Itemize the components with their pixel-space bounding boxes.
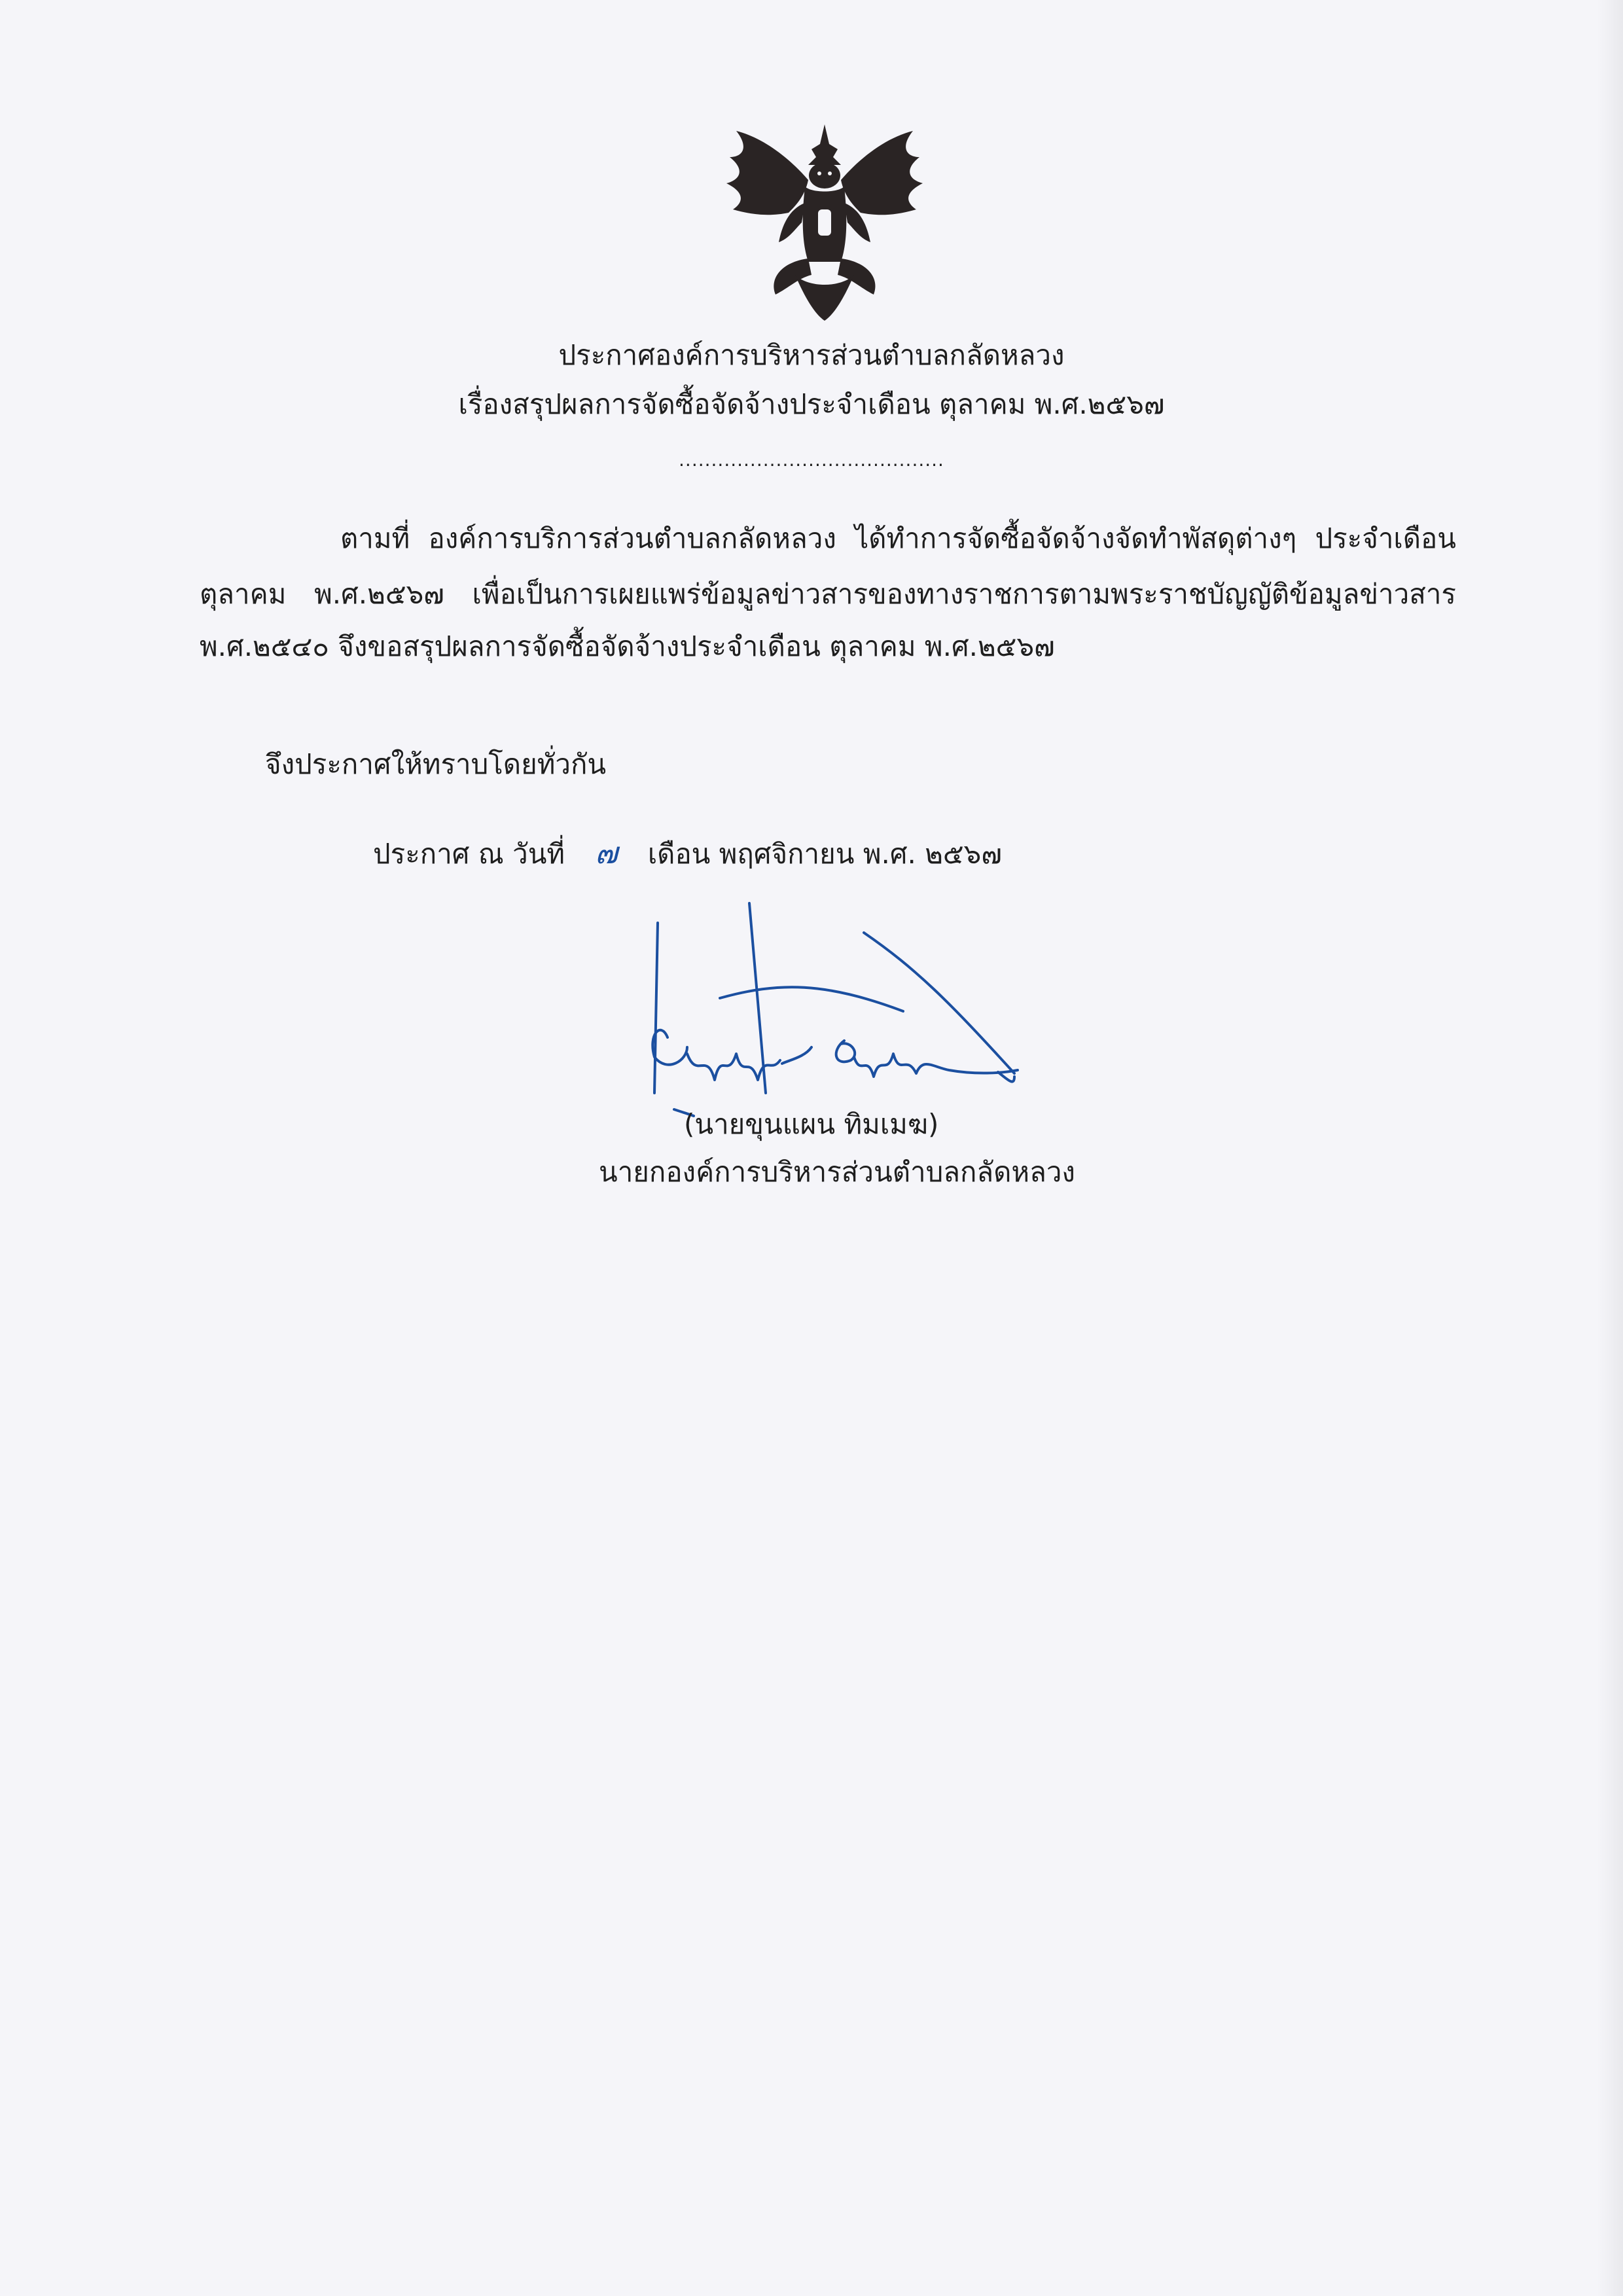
announcement-date [373, 834, 1002, 872]
date-suffix: เดือน พฤศจิกายน พ.ศ. ๒๕๖๗ [647, 838, 1002, 870]
heading-title: ประกาศองค์การบริหารส่วนตำบลกลัดหลวง [558, 339, 1065, 371]
garuda-emblem-icon [717, 118, 933, 327]
body-paragraph-line-1: ตามที่ องค์การบริการส่วนตำบลกลัดหลวง ได้ทำการจัดซื้อจัดจ้างจัดทำพัสดุต่างๆ ประจำเดือน [340, 522, 1456, 554]
signatory-name: (นายขุนแผน ทิมเมฆ) [684, 1108, 939, 1140]
heading-subject: เรื่องสรุปผลการจัดซื้อจัดจ้างประจำเดือน ตุลาคม พ.ศ.๒๕๖๗ [458, 388, 1165, 420]
date-prefix: ประกาศ ณ วันที่ [373, 838, 565, 870]
handwritten-signature [609, 897, 1034, 1132]
signatory-position: นายกองค์การบริหารส่วนตำบลกลัดหลวง [599, 1156, 1075, 1188]
heading-separator: ......................................... [679, 449, 944, 471]
date-day-handwritten: ๗ [595, 835, 618, 870]
body-paragraph-line-2: ตุลาคม พ.ศ.๒๕๖๗ เพื่อเป็นการเผยแพร่ข้อมูลข่าวสารของทางราชการตามพระราชบัญญัติข้อมูลข่าวสาร [200, 578, 1456, 610]
body-paragraph-line-3: พ.ศ.๒๕๔๐ จึงขอสรุปผลการจัดซื้อจัดจ้างประจำเดือน ตุลาคม พ.ศ.๒๕๖๗ [200, 630, 1055, 662]
closing-statement: จึงประกาศให้ทราบโดยทั่วกัน [265, 748, 607, 780]
